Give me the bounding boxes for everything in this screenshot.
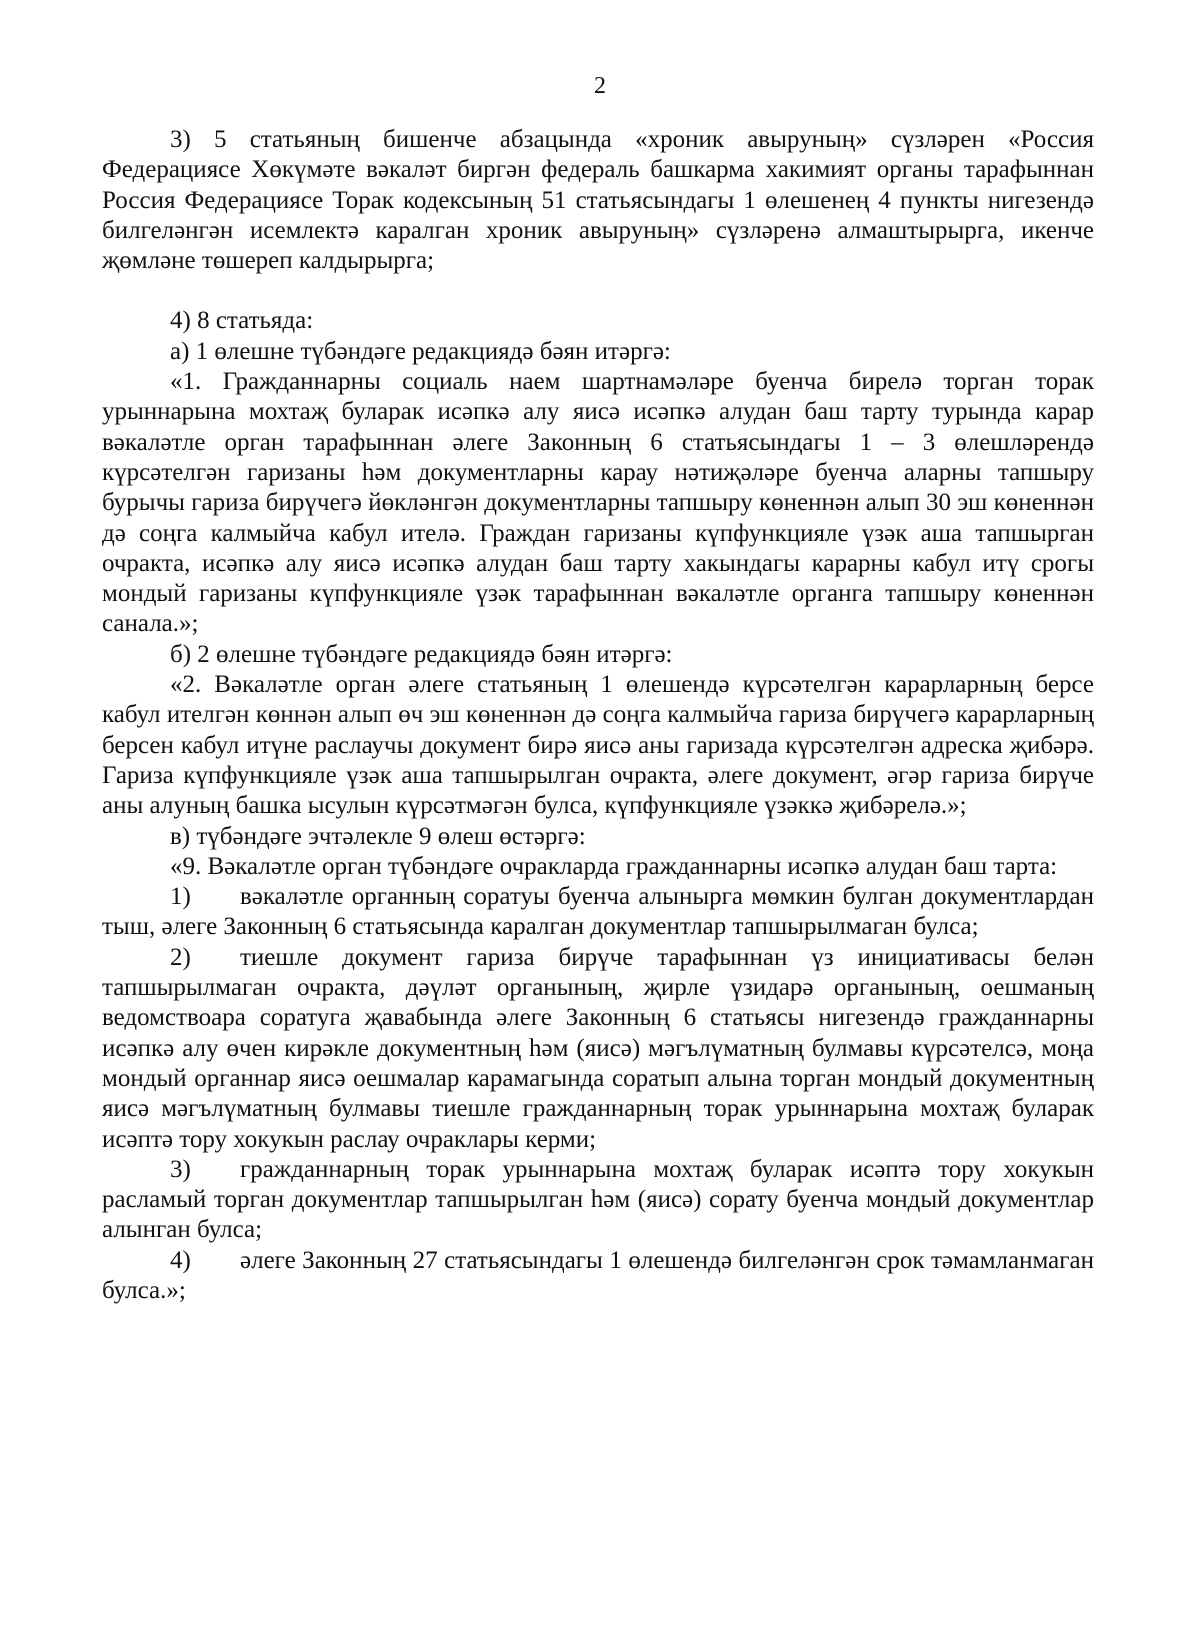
page-number: 2 <box>594 73 606 99</box>
list-item-number: 2) <box>170 943 191 971</box>
paragraph-subitem-v: в) түбәндәге эчтәлекле 9 өлеш өстәргә: <box>170 822 586 850</box>
list-item-text: вәкаләтле органның соратуы буенча алынырга мөмкин булган документлардан тыш, әлеге Законның 6 статьясында каралган документлар тапшырылмаган булса; <box>102 883 1094 941</box>
paragraph-part-1-text: «1. Гражданнарны социаль наем шартнамәләре буенча бирелә торган торак урыннарына мохтаҗ буларак исәпкә алу яисә исәпкә алудан баш тарту турында карар вәкаләтле орган тарафыннан әлеге Законның 6 статьясындагы 1 – 3 өлешләрендә күрсәтелгән гаризаны һәм документларны карау нәтиҗәләре буенча аларны тапшыру бурычы гариза бирүчегә йөкләнгән документларны тапшыру көненнән алып 30 эш көненнән дә соңга калмыйча кабул ителә. Граждан гаризаны күпфункцияле үзәк аша тапшырган очракта, исәпкә алу яисә исәпкә алудан баш тарту хакындагы карарны кабул итү срогы мондый гаризаны күпфункцияле үзәк тарафыннан вәкаләтле органга тапшыру көненнән санала.»; <box>102 368 1094 638</box>
paragraph-amendment-4-heading: 4) 8 статьяда: <box>170 307 314 335</box>
paragraph-subitem-a: а) 1 өлешне түбәндәге редакциядә бәян итәргә: <box>170 337 671 365</box>
paragraph-amendment-3: 3) 5 статьяның бишенче абзацында «хроник авыруның» сүзләрен «Россия Федерациясе Хөкүмәте вәкаләт биргән федераль башкарма хакимият органы тарафыннан Россия Федерациясе Торак кодексының 51 статьясындагы 1 өлешенең 4 пункты нигезендә билгеләнгән исемлектә каралган хроник авыруның» сүзләренә алмаштырырга, икенче җөмләне төшереп калдырырга; <box>102 126 1094 275</box>
list-item-number: 4) <box>170 1246 191 1274</box>
list-item-number: 1) <box>170 883 191 911</box>
paragraph-part-2-text: «2. Вәкаләтле орган әлеге статьяның 1 өлешендә күрсәтелгән карарларның берсе кабул ителгән көннән алып өч эш көненнән дә соңга калмыйча гариза бирүчегә карарларның берсен кабул итүне раслаучы документ бирә яисә аны гаризада күрсәтелгән адреска җибәрә. Гариза күпфункцияле үзәк аша тапшырылган очракта, әлеге документ, әгәр гариза бирүче аны алуның башка ысулын күрсәтмәгән булса, күпфункцияле үзәккә җибәрелә.»; <box>102 671 1094 820</box>
list-item-text: гражданнарның торак урыннарына мохтаҗ буларак исәптә тору хокукын расламый торган документлар тапшырылган һәм (яисә) сорату буенча мондый документлар алынган булса; <box>102 1155 1094 1244</box>
document-body <box>102 125 1094 1306</box>
list-item <box>102 882 1094 943</box>
paragraph-subitem-b: б) 2 өлешне түбәндәге редакциядә бәян итәргә: <box>170 640 673 668</box>
list-item-number: 3) <box>170 1155 191 1183</box>
list-item <box>102 1155 1094 1246</box>
paragraph-gap <box>102 276 1094 306</box>
list-item-text: тиешле документ гариза бирүче тарафыннан үз инициативасы белән тапшырылмаган очракта, дәүләт органының, җирле үзидарә органының, оешманың ведомствоара соратуга җавабында әлеге Законның 6 статьясы нигезендә гражданнарны исәпкә алу өчен кирәкле документның һәм (яисә) мәгълүматның булмавы күрсәтелсә, моңа мондый органнар яисә оешмалар карамагында соратып алына торган мондый документның яисә мәгълүматның булмавы тиешле гражданнарның торак урыннарына мохтаҗ буларак исәптә тору хокукын раслау очраклары керми; <box>102 943 1094 1153</box>
list-item-text: әлеге Законның 27 статьясындагы 1 өлешендә билгеләнгән срок тәмамланмаган булса.»; <box>102 1246 1094 1304</box>
list-item <box>102 943 1094 1155</box>
paragraph-part-9-intro: «9. Вәкаләтле орган түбәндәге очракларда гражданнарны исәпкә алудан баш тарта: <box>170 852 1058 880</box>
list-item <box>102 1246 1094 1307</box>
